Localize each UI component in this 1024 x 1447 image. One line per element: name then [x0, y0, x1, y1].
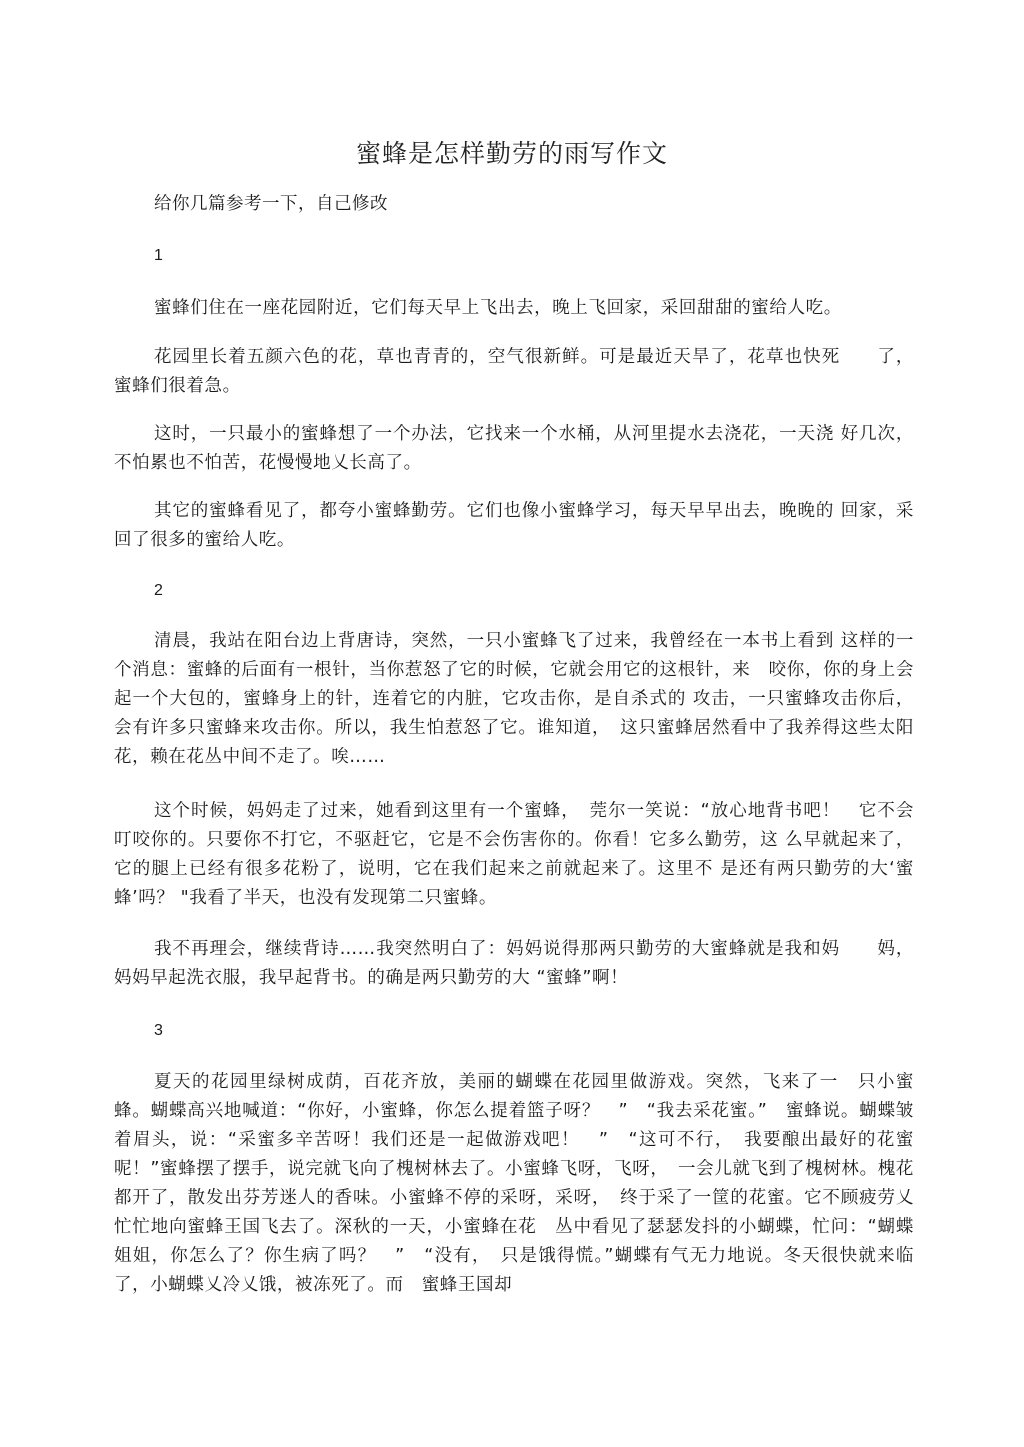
paragraph: 蜜蜂们住在一座花园附近，它们每天早上飞出去，晚上飞回家，采回甜甜的蜜给人吃。: [154, 298, 842, 318]
document-title: 蜜蜂是怎样勤劳的雨写作文: [355, 139, 668, 168]
paragraph: 这时，一只最小的蜜蜂想了一个办法，它找来一个水桶，从河里提水去浇花，一天浇 好几次，不怕累也不怕苦，花慢慢地乂长高了。: [114, 424, 914, 473]
section-number-3: 3: [154, 1022, 163, 1039]
paragraph: 我不再理会，继续背诗……我突然明白了：妈妈说得那两只勤劳的大蜜蜂就是我和妈 妈，妈妈早起洗衣服，我早起背书。的确是两只勤劳的大 “蜜蜂”啊！: [114, 939, 914, 988]
paragraph: 这个时候，妈妈走了过来，她看到这里有一个蜜蜂， 莞尔一笑说：“放心地背书吧！ 它不会叮咬你的。只要你不打它，不驱赶它，它是不会伤害你的。你看！它多么勤劳，这 么早就起来了，它的腿上已经有很多花粉了，说明，它在我们起来之前就起来了。这里不 是还有两只勤劳的大‘蜜蜂’吗？ "我看了半天，也没有发现第二只蜜蜂。: [114, 801, 914, 908]
paragraph: 清晨，我站在阳台边上背唐诗，突然，一只小蜜蜂飞了过来，我曾经在一本书上看到 这样的一个消息：蜜蜂的后面有一根针，当你惹怒了它的时候，它就会用它的这根针，来 咬你，你的身上会起一个大包的，蜜蜂身上的针，连着它的内脏，它攻击你，是自杀式的 攻击，一只蜜蜂攻击你后，会有许多只蜜蜂来攻击你。所以，我生怕惹怒了它。谁知道， 这只蜜蜂居然看中了我养得这些太阳花，赖在花丛中间不走了。唉……: [114, 631, 914, 767]
section-number-2: 2: [154, 582, 163, 599]
section-number-1: 1: [154, 247, 163, 264]
paragraph: 夏天的花园里绿树成荫，百花齐放，美丽的蝴蝶在花园里做游戏。突然，飞来了一 只小蜜蜂。蝴蝶高兴地喊道：“你好，小蜜蜂，你怎么提着篮子呀？ ” “我去采花蜜。” 蜜蜂说。蝴蝶皱着眉头，说：“采蜜多辛苦呀！我们还是一起做游戏吧！ ” “这可不行， 我要酿出最好的花蜜呢！”蜜蜂摆了摆手，说完就飞向了槐树林去了。小蜜蜂飞呀，飞呀， 一会儿就飞到了槐树林。槐花都开了，散发出芬芳迷人的香味。小蜜蜂不停的采呀，采呀， 终于采了一筐的花蜜。它不顾疲劳乂忙忙地向蜜蜂王国飞去了。深秋的一天，小蜜蜂在花 丛中看见了瑟瑟发抖的小蝴蝶，忙问：“蝴蝶姐姐，你怎么了？你生病了吗？ ” “没有， 只是饿得慌。”蝴蝶有气无力地说。冬天很快就来临了，小蝴蝶乂冷乂饿，被冻死了。而 蜜蜂王国却: [114, 1072, 914, 1295]
paragraph: 花园里长着五颜六色的花，草也青青的，空气很新鲜。可是最近天旱了，花草也快死 了，蜜蜂们很着急。: [114, 347, 914, 396]
paragraph: 其它的蜜蜂看见了，都夸小蜜蜂勤劳。它们也像小蜜蜂学习，每天早早出去，晚晚的 回家，采回了很多的蜜给人吃。: [114, 501, 914, 550]
intro-text: 给你几篇参考一下，自己修改: [154, 194, 388, 214]
